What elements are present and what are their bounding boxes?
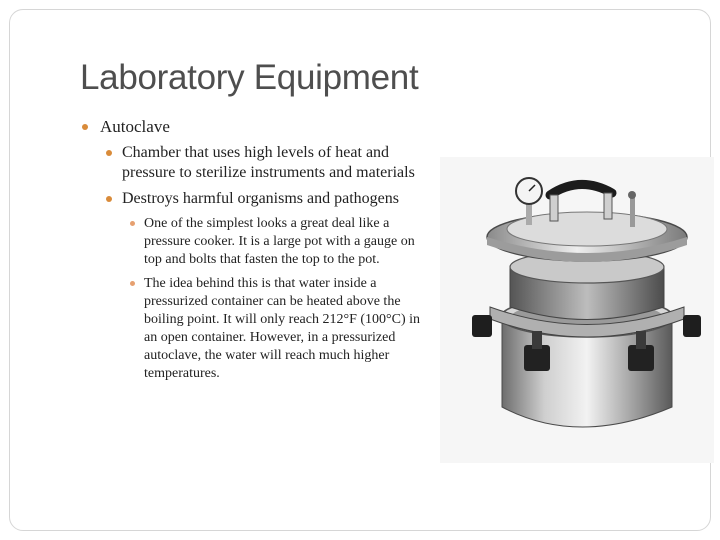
- bullet-autoclave: [80, 117, 420, 137]
- bullet-list: [80, 117, 420, 389]
- slide-title: Laboratory Equipment: [80, 58, 419, 97]
- sub-sub-bullet-boiling-point: [80, 275, 420, 383]
- bullet-dot-icon: [106, 150, 112, 156]
- bullet-text: Chamber that uses high levels of heat and pressure to sterilize instruments and materials: [122, 144, 415, 181]
- bullet-text: Autoclave: [100, 117, 170, 136]
- bullet-dot-icon: [130, 221, 135, 226]
- bullet-dot-icon: [106, 196, 112, 202]
- bullet-dot-icon: [82, 124, 88, 130]
- sub-sub-bullet-pressure-cooker: [80, 215, 420, 269]
- sub-bullet-destroys: [80, 189, 420, 209]
- bullet-text: Destroys harmful organisms and pathogens: [122, 190, 399, 207]
- bullet-dot-icon: [130, 281, 135, 286]
- bullet-text: The idea behind this is that water inside a pressurized container can be heated above the boiling point. It will only reach 212°F (100°C) in an open container. However, in a pressurized autoclave, the water will reach much higher temperatures.: [144, 276, 421, 381]
- bullet-text: One of the simplest looks a great deal like a pressure cooker. It is a large pot with a gauge on top and bolts that fasten the top to the pot.: [144, 216, 415, 267]
- sub-bullet-chamber: [80, 143, 420, 183]
- autoclave-photo: [440, 157, 714, 463]
- autoclave-image: [440, 157, 714, 463]
